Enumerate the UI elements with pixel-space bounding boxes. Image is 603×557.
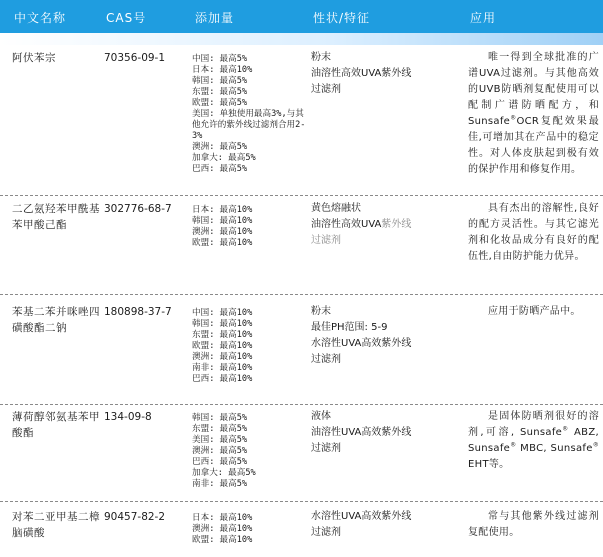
feature-line: 过滤剂 [311,84,341,95]
row-name: 阿伏苯宗 [12,52,56,64]
limit-item: 巴西: 最高5% [192,164,248,174]
header-application: 应用 [470,11,497,25]
limit-item: 加拿大: 最高5% [192,153,256,163]
limit-item: 澳洲: 最高10% [192,524,253,534]
limit-item: 南非: 最高10% [192,363,253,373]
limit-item: 东盟: 最高5% [192,424,248,434]
limit-item: 日本: 最高10% [192,205,253,215]
limit-item: 中国: 最高10% [192,308,253,318]
row-limits [192,205,307,249]
row-separator [0,501,603,502]
row-name: 苯基二苯并咪唑四磺酸酯二钠 [12,306,100,334]
feature-line: 过滤剂 [311,527,341,538]
feature-line: 过滤剂 [311,354,341,365]
limit-item: 巴西: 最高10% [192,374,253,384]
limit-item: 韩国: 最高5% [192,413,248,423]
feature-line: 水溶性UVA高效紫外线 [311,338,412,349]
feature-line: 水溶性UVA高效紫外线 [311,511,412,522]
feature-line: 黄色熔融状 [311,203,361,214]
limit-item: 中国: 最高5% [192,54,248,64]
feature-line: 过滤剂 [311,443,341,454]
feature-line: 液体 [311,411,331,422]
row-application: 应用于防晒产品中。 [488,306,581,317]
row-cas: 302776-68-7 [104,203,172,215]
row-limits [192,308,307,385]
row-application: 常与其他紫外线过滤剂复配使用。 [468,511,599,538]
limit-item: 加拿大: 最高5% [192,468,256,478]
limit-item: 韩国: 最高5% [192,76,248,86]
table-header [0,0,603,33]
header-cas: CAS号 [106,11,147,25]
header-feature: 性状/特征 [313,11,371,25]
row-separator [0,404,603,405]
limit-item: 巴西: 最高5% [192,457,248,467]
limit-item: 欧盟: 最高10% [192,238,253,248]
row-application: 具有杰出的溶解性,良好的配方灵活性。与其它滤光剂和化妆品成分有良好的配伍性,自由防护能力优异。 [468,203,599,262]
limit-item: 韩国: 最高10% [192,319,253,329]
row-cas: 180898-37-7 [104,306,172,318]
feature-line: 粉末 [311,52,331,63]
feature-line: 粉末 [311,306,331,317]
limit-item: 欧盟: 最高5% [192,98,248,108]
row-limits [192,413,307,490]
limit-item: 东盟: 最高10% [192,330,253,340]
limit-item: 日本: 最高10% [192,513,253,523]
limit-item: 澳洲: 最高10% [192,227,253,237]
row-limits [192,54,307,175]
feature-line: 油溶性UVA高效紫外线 [311,427,412,438]
limit-item: 欧盟: 最高10% [192,535,253,545]
row-features [311,304,456,368]
limit-item: 东盟: 最高5% [192,87,248,97]
header-limit: 添加量 [195,11,235,25]
feature-line: 最佳PH范围: 5-9 [311,322,388,333]
limit-item: 韩国: 最高10% [192,216,253,226]
limit-item: 澳洲: 最高5% [192,142,248,152]
row-features [311,50,456,98]
feature-line: 过滤剂 [311,235,341,246]
limit-item: 南非: 最高5% [192,479,248,489]
row-name: 对苯二亚甲基二樟脑磺酸 [12,511,100,539]
row-application: 是固体防晒剂很好的溶剂,可溶, Sunsafe® ABZ, Sunsafe® MBC, Sunsafe® EHT等。 [468,411,599,470]
header-band [0,33,603,45]
row-name: 薄荷醇邻氨基苯甲酸酯 [12,411,100,439]
row-application: 唯一得到全球批准的广谱UVA过滤剂。与其他高效的UVB防晒剂复配使用可以配制广谱防晒配方，和Sunsafe®OCR复配效果最佳,可增加其在产品中的稳定性。对人体皮肤起到极有效的保护作用和修复作用。 [468,52,599,175]
row-cas: 90457-82-2 [104,511,166,523]
row-features [311,509,456,541]
limit-item: 美国: 最高5% [192,435,248,445]
row-features [311,409,456,457]
feature-line: 油溶性高效UVA紫外线 [311,219,412,230]
limit-item: 日本: 最高10% [192,65,253,75]
limit-item: 澳洲: 最高5% [192,446,248,456]
header-name: 中文名称 [14,11,67,25]
row-cas: 134-09-8 [104,411,152,423]
row-name: 二乙氨羟苯甲酰基苯甲酸己酯 [12,203,100,231]
feature-line: 油溶性高效UVA紫外线 [311,68,412,79]
row-separator [0,195,603,196]
row-features [311,201,456,249]
row-limits [192,513,307,546]
row-cas: 70356-09-1 [104,52,166,64]
row-separator [0,294,603,295]
limit-item: 欧盟: 最高10% [192,341,253,351]
limit-item: 澳洲: 最高10% [192,352,253,362]
limit-item: 美国: 单独使用最高3%,与其他允许的紫外线过滤剂合用2-3% [192,109,306,141]
